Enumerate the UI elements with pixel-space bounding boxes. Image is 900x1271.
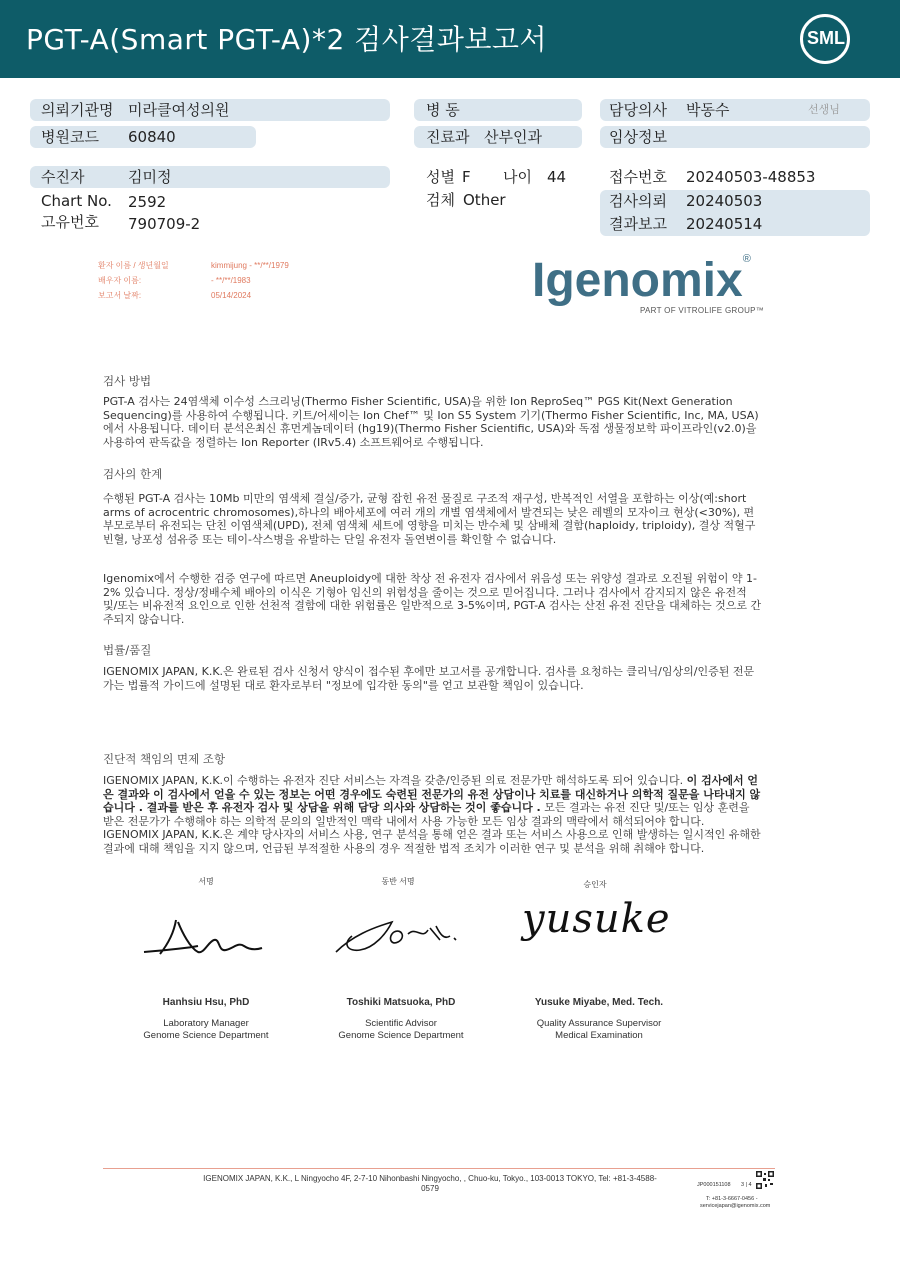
id-label: 고유번호 — [41, 213, 99, 231]
clinical-label: 임상정보 — [609, 128, 667, 146]
qr-code-icon — [756, 1171, 774, 1189]
meta-row2-value: - **/**/1983 — [211, 276, 251, 285]
request-value: 20240503 — [686, 192, 763, 210]
sig2-name: Toshiki Matsuoka, PhD — [346, 997, 456, 1008]
specimen-label: 검체 — [426, 191, 455, 209]
institution-value: 미라클여성의원 — [128, 101, 230, 119]
legal-body: IGENOMIX JAPAN, K.K.은 완료된 검사 신청서 양식이 접수된 후에만 보고서를 공개합니다. 검사를 요청하는 클리닉/임상의/인증된 전문가는 법률적 가이드에 설명된 대로 환자로부터 "정보에 입각한 동의"를 얻고 보관할 책임이 있습니다. — [103, 665, 755, 692]
sig1-role — [126, 1018, 286, 1041]
receipt-value: 20240503-48853 — [686, 168, 816, 186]
limits-body-2: Igenomix에서 수행한 검증 연구에 따르면 Aneuploidy에 대한 착상 전 유전자 검사에서 위음성 또는 위양성 결과로 오진될 위험이 약 1-2% 있습니다. 정상/정배수체 배아의 이식은 기형아 임신의 위험성을 줄이는 것으로 믿어집니다. 그러나 검사에서 감지되지 않은 유전적 및/또는 비유전적 요인으로 인한 선천적 결함에 대한 위험률은 일반적으로 3-5%이며, PGT-A 검사는 산전 유전 진단을 대체하는 것으로 간주되지 않습니다. — [103, 572, 762, 626]
igenomix-logo-text: Igenomix — [532, 254, 743, 307]
hospital-code-value: 60840 — [128, 128, 176, 146]
institution-label: 의뢰기관명 — [41, 101, 114, 119]
igenomix-tagline: PART OF VITROLIFE GROUP™ — [640, 306, 765, 315]
report-date-value: 20240514 — [686, 215, 763, 233]
subject-label: 수진자 — [41, 168, 85, 186]
method-title: 검사 방법 — [103, 374, 152, 388]
signature-matsuoka-icon — [332, 906, 462, 960]
report-header — [0, 0, 900, 78]
sig2-role-1: Scientific Advisor — [365, 1018, 437, 1029]
sig2-role — [316, 1018, 486, 1041]
registered-mark: ® — [742, 253, 751, 265]
report-date-label: 결과보고 — [609, 215, 667, 233]
signature-hsu-icon — [138, 912, 268, 962]
ward-label: 병 동 — [426, 101, 460, 119]
subject-value: 김미정 — [128, 168, 172, 186]
disclaimer-bold: 이 검사에서 얻은 결과와 이 검사에서 얻을 수 있는 정보는 어떤 경우에도 숙련된 전문가의 유전 상담이나 치료를 대신하거나 의학적 질문을 나타내지 않습니다 . 결과를 받은 후 유전자 검사 및 상담을 위해 담당 의사와 상담하는 것이 좋습니다 . — [103, 774, 761, 814]
dept-value: 산부인과 — [484, 128, 542, 146]
doctor-value: 박동수 — [686, 101, 730, 119]
sig1-role-2: Genome Science Department — [143, 1029, 269, 1041]
doctor-label: 담당의사 — [609, 101, 667, 119]
sex-value: F — [462, 168, 471, 186]
footer-address: IGENOMIX JAPAN, K.K., L Ningyocho 4F, 2-7-10 Nihonbashi Ningyocho, , Chuo-ku, Tokyo., 103-0013 TOKYO, Tel: +81-3-4588-0579 — [203, 1174, 657, 1193]
meta-row3-label: 보고서 날짜: — [98, 291, 142, 300]
disclaimer-block — [103, 774, 763, 855]
limits-body-1: 수행된 PGT-A 검사는 10Mb 미만의 염색체 결실/증가, 균형 잡힌 유전 물질로 구조적 재구성, 반복적인 서열을 포함하는 이상(예:short arms of acrocentric chromosomes),하나의 배아세포에 여러 개의 개별 염색체에서 발견되는 낮은 레벨의 모자이크 현상(<30%), 편부모로부터 유전되는 단친 이염색체(UPD), 전체 염색체 세트에 영향을 미치는 반수체 및 삼배체 결함(haploidy, triploidy), 결상 적혈구 빈혈, 낭포성 섬유증 또는 테이-삭스병을 유발하는 단일 유전자 돌연변이를 확인할 수 없습니다. — [103, 492, 756, 546]
footer-page: 3 | 4 — [741, 1182, 752, 1188]
sig2-label: 동반 서명 — [381, 877, 415, 886]
sig1-role-1: Laboratory Manager — [163, 1018, 249, 1029]
footer-divider — [103, 1168, 775, 1169]
disclaimer-body-2: 모든 결과는 유전 진단 및/또는 임상 훈련을 받은 전문가가 수행해야 하는 의학적 문의의 일반적인 맥락 내에서 사용 가능한 모든 임상 결과의 맥락에서 해석되어야 합니다. IGENOMIX JAPAN, K.K.은 계약 당사자의 서비스 사용, 연구 분석을 통해 얻은 결과 또는 서비스 사용으로 인해 발생하는 일시적인 유해한 결과에 대해 책임을 지지 않으며, 언급된 부적절한 사용의 경우 적절한 법적 조치가 이러한 연구 및 분석을 위해 취해야 합니다. — [103, 801, 761, 855]
sig1-label: 서명 — [198, 877, 214, 886]
id-value: 790709-2 — [128, 215, 201, 233]
meta-row2-label: 배우자 이름: — [98, 276, 142, 285]
sig3-name: Yusuke Miyabe, Med. Tech. — [534, 997, 664, 1008]
disclaimer-body-1: IGENOMIX JAPAN, K.K.이 수행하는 유전자 진단 서비스는 자격을 갖춘/인증된 의료 전문가만 해석하도록 되어 있습니다. — [103, 774, 684, 787]
age-value: 44 — [547, 168, 567, 186]
footer-contact-email: servicejapan@igenomix.com — [700, 1203, 771, 1209]
sml-logo-text: SML — [807, 28, 845, 48]
receipt-label: 접수번호 — [609, 168, 667, 186]
doctor-suffix: 선생님 — [808, 103, 840, 116]
chart-label: Chart No. — [41, 192, 112, 210]
legal-title: 법률/품질 — [103, 643, 152, 657]
sig3-role — [514, 1018, 684, 1041]
chart-value: 2592 — [128, 193, 167, 211]
dept-label: 진료과 — [426, 128, 470, 146]
meta-row3-value: 05/14/2024 — [211, 291, 252, 300]
disclaimer-title: 진단적 책임의 면제 조항 — [103, 752, 226, 766]
meta-row1-value: kimmijung - **/**/1979 — [211, 261, 289, 270]
igenomix-logo — [532, 253, 751, 308]
report-title: PGT-A(Smart PGT-A)*2 검사결과보고서 — [26, 23, 548, 56]
limits-title: 검사의 한계 — [103, 467, 163, 481]
footer-doc-code: JP000151108 — [697, 1182, 731, 1188]
age-label: 나이 — [503, 168, 532, 186]
sig2-role-2: Genome Science Department — [338, 1029, 464, 1041]
sig3-role-2: Medical Examination — [555, 1029, 643, 1041]
sig3-role-1: Quality Assurance Supervisor — [536, 1018, 662, 1029]
method-body: PGT-A 검사는 24염색체 이수성 스크리닝(Thermo Fisher Scientific, USA)을 위한 Ion ReproSeq™ PGS Kit(Next Generation Sequencing)를 사용하여 수행됩니다. 키트/어세이는 Ion Chef™ 및 Ion S5 System 기기(Thermo Fisher Scientific, Inc, MA, USA)에서 사용됩니다. 데이터 분석은최신 휴먼게놈데이터 (hg19)(Thermo Fisher Scientific, USA)와 독점 생물정보학 파이프라인(v2.0)을 사용하여 판독값을 정렬하는 Ion Reporter (IRv5.4) 소프트웨어로 수행됩니다. — [103, 395, 759, 449]
footer-contact-phone: T: +81-3-6667-0456 - — [706, 1196, 758, 1202]
signature-yusuke: yusuke — [522, 896, 671, 942]
request-label: 검사의뢰 — [609, 192, 667, 210]
meta-row1-label: 환자 이름 / 생년월일 — [98, 261, 169, 270]
hospital-code-label: 병원코드 — [41, 128, 99, 146]
specimen-value: Other — [463, 191, 506, 209]
sig3-label: 승인자 — [583, 880, 607, 889]
sig1-name: Hanhsiu Hsu, PhD — [162, 997, 250, 1008]
sex-label: 성별 — [426, 168, 455, 186]
